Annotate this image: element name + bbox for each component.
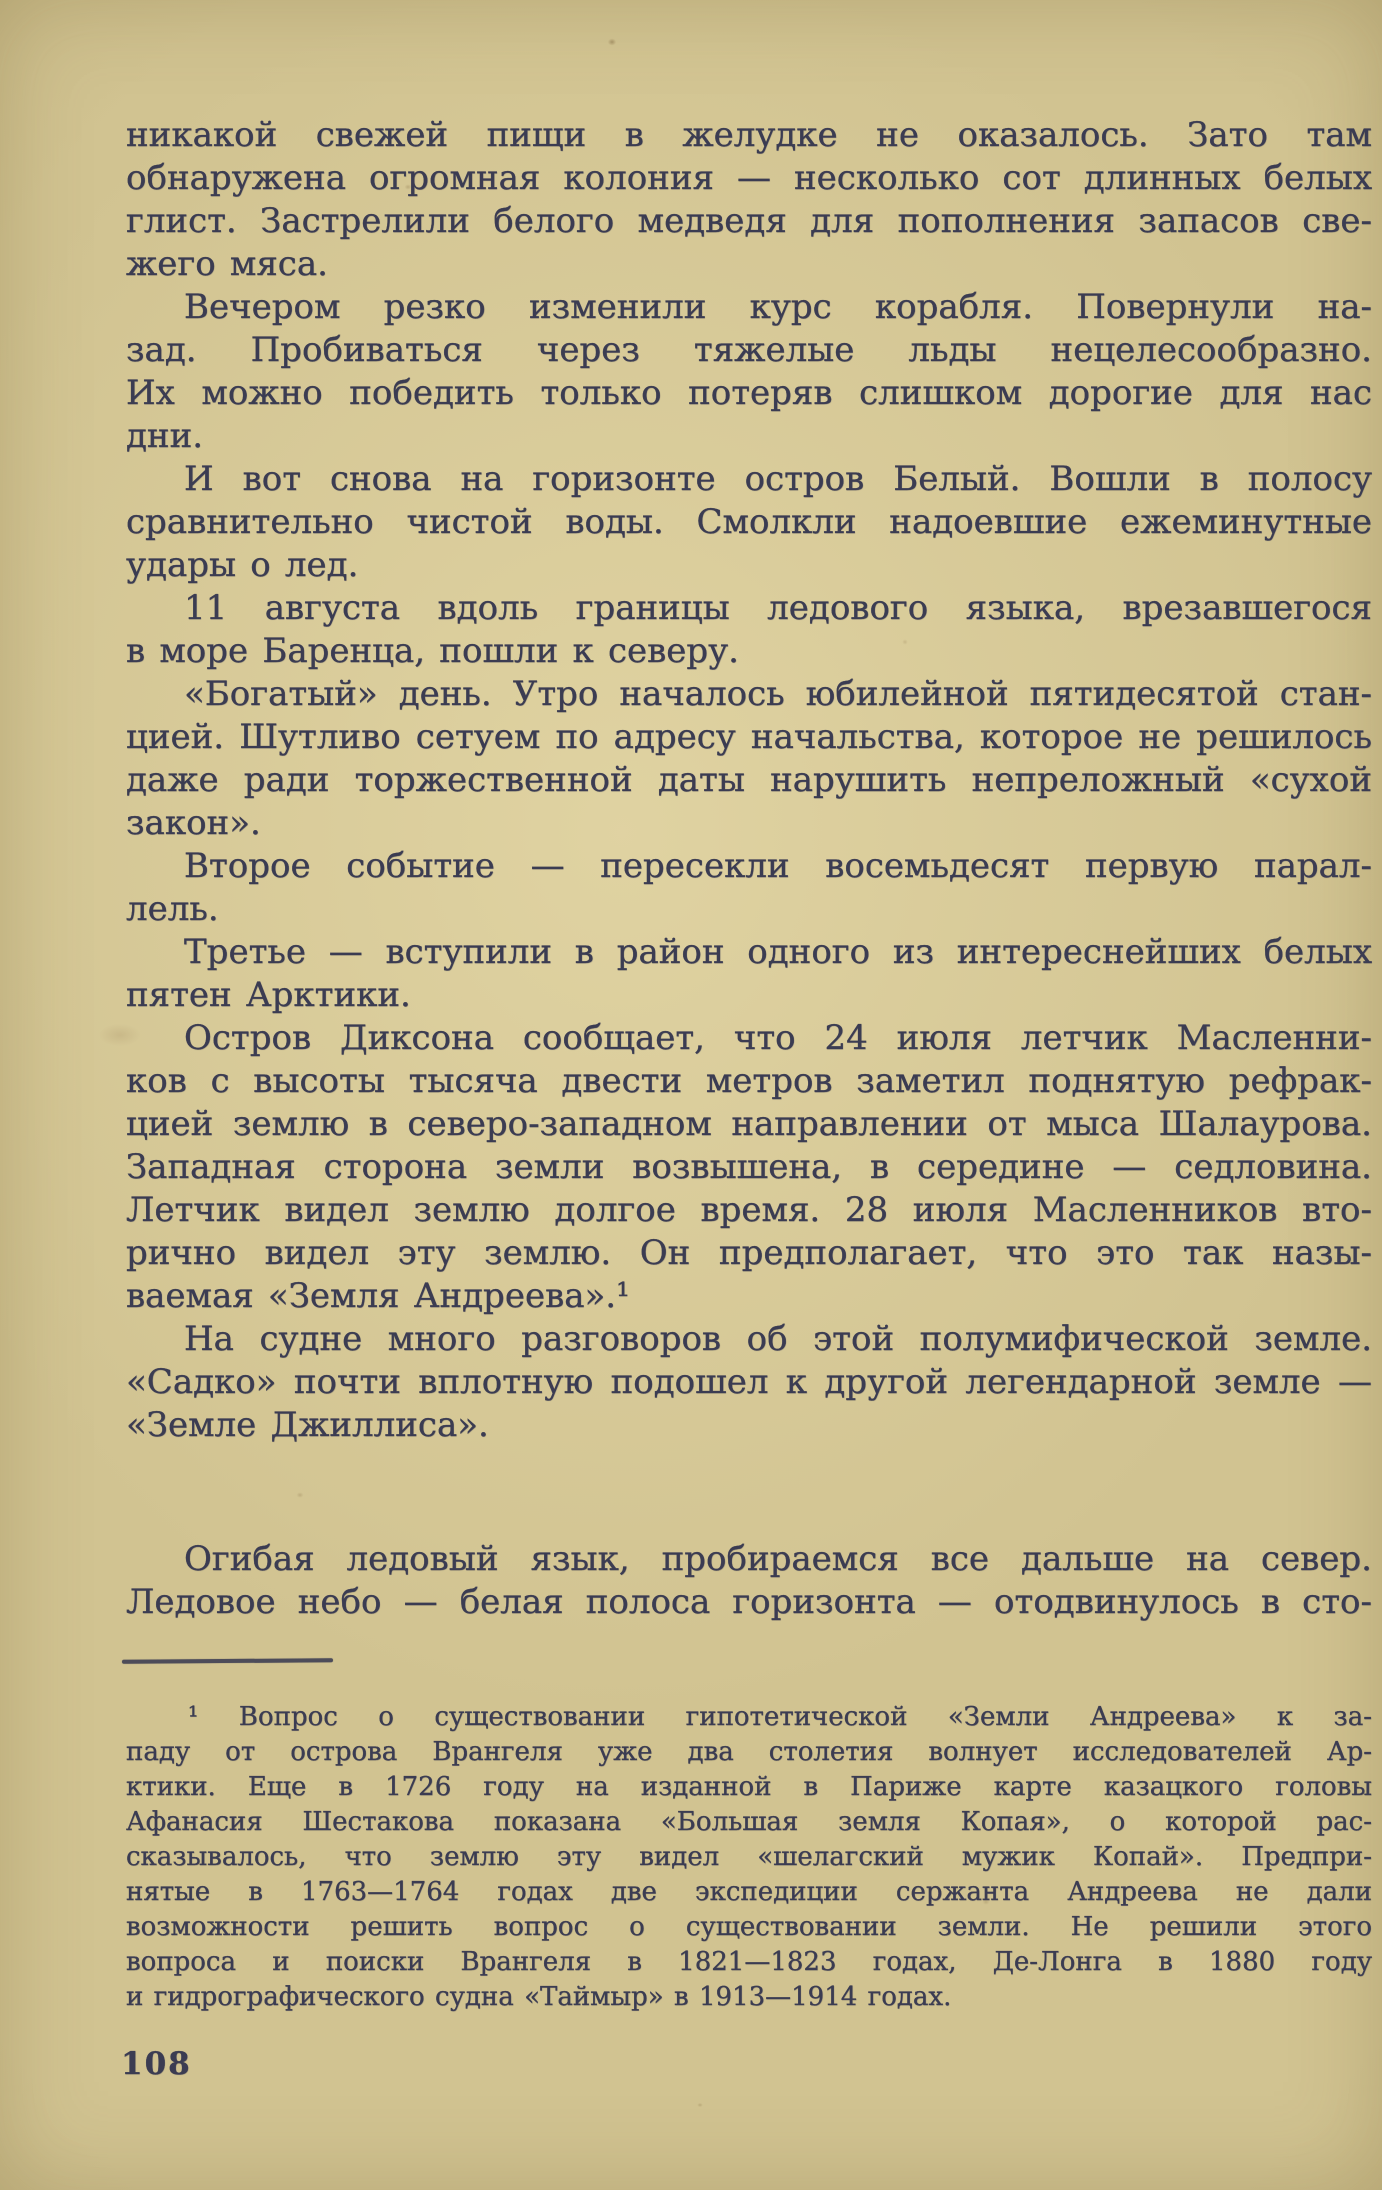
main-text-line: обнаружена огромная колония — несколько сот длинных белых [126, 158, 1372, 198]
main-text-line: Вечером резко изменили курс корабля. Повернули на- [184, 287, 1372, 327]
main-text-line: И вот снова на горизонте остров Белый. Вошли в полосу [184, 459, 1372, 499]
main-text-line: ков с высоты тысяча двести метров заметил поднятую рефрак- [126, 1061, 1372, 1101]
footnote-line: ¹ Вопрос о существовании гипотетической «Земли Андреева» к за- [188, 1702, 1372, 1732]
main-text-line: жего мяса. [126, 244, 328, 284]
main-text-block [126, 114, 1372, 1624]
main-text-line: даже ради торжественной даты нарушить непреложный «сухой [126, 760, 1372, 800]
footnote-line: нятые в 1763—1764 годах две экспедиции сержанта Андреева не дали [126, 1877, 1372, 1907]
footnote-line: ктики. Еще в 1726 году на изданной в Париже карте казацкого головы [126, 1772, 1372, 1802]
main-text-line: «Богатый» день. Утро началось юбилейной пятидесятой стан- [184, 674, 1372, 714]
main-text-line: Третье — вступили в район одного из интереснейших белых [184, 932, 1372, 972]
main-text-line: в море Баренца, пошли к северу. [126, 631, 739, 671]
footnote-line: Афанасия Шестакова показана «Большая земля Копая», о которой рас- [126, 1807, 1372, 1837]
main-text-line: Ледовое небо — белая полоса горизонта — отодвинулось в сто- [126, 1582, 1372, 1622]
main-text-line: цией. Шутливо сетуем по адресу начальства, которое не решилось [126, 717, 1372, 757]
main-text-line: Остров Диксона сообщает, что 24 июля летчик Масленни- [184, 1018, 1372, 1058]
main-text-line: Второе событие — пересекли восемьдесят первую парал- [184, 846, 1372, 886]
main-text-line: сравнительно чистой воды. Смолкли надоевшие ежеминутные [126, 502, 1372, 542]
footnote-line: возможности решить вопрос о существовании земли. Не решили этого [126, 1912, 1372, 1942]
main-text-line: 11 августа вдоль границы ледового языка, врезавшегося [184, 588, 1372, 628]
main-text-line: лель. [126, 889, 219, 929]
main-text-line: Огибая ледовый язык, пробираемся все дальше на север. [184, 1539, 1372, 1579]
footnote-line: сказывалось, что землю эту видел «шелагский мужик Копай». Предпри- [126, 1842, 1372, 1872]
main-text-line: Летчик видел землю долгое время. 28 июля Масленников вто- [126, 1190, 1372, 1230]
page-number: 108 [121, 2046, 192, 2082]
main-text-line: Их можно победить только потеряв слишком дорогие для нас [126, 373, 1372, 413]
main-text-line: дни. [126, 416, 204, 456]
main-text-line: рично видел эту землю. Он предполагает, что это так назы- [126, 1233, 1372, 1273]
footnote-block [126, 1700, 1372, 2015]
main-text-line: «Земле Джиллиса». [126, 1405, 489, 1445]
main-text-line: пятен Арктики. [126, 975, 411, 1015]
main-text-line: глист. Застрелили белого медведя для пополнения запасов све- [126, 201, 1372, 241]
footnote-line: паду от острова Врангеля уже два столетия волнует исследователей Ар- [126, 1737, 1372, 1767]
main-text-line: зад. Пробиваться через тяжелые льды нецелесообразно. [126, 330, 1372, 370]
main-text-line: «Садко» почти вплотную подошел к другой легендарной земле — [126, 1362, 1372, 1402]
main-text-line: ваемая «Земля Андреева».¹ [126, 1276, 630, 1316]
main-text-line: На судне много разговоров об этой полумифической земле. [184, 1319, 1372, 1359]
main-text-line: никакой свежей пищи в желудке не оказалось. Зато там [126, 115, 1372, 155]
footnote-divider-rule [122, 1658, 333, 1663]
footnote-line: и гидрографического судна «Таймыр» в 1913—1914 годах. [126, 1982, 952, 2012]
main-text-line: Западная сторона земли возвышена, в середине — седловина. [126, 1147, 1372, 1187]
main-text-line: закон». [126, 803, 261, 843]
main-text-line: удары о лед. [126, 545, 359, 585]
main-text-line: цией землю в северо-западном направлении от мыса Шалаурова. [126, 1104, 1372, 1144]
footnote-line: вопроса и поиски Врангеля в 1821—1823 годах, Де-Лонга в 1880 году [126, 1947, 1372, 1977]
